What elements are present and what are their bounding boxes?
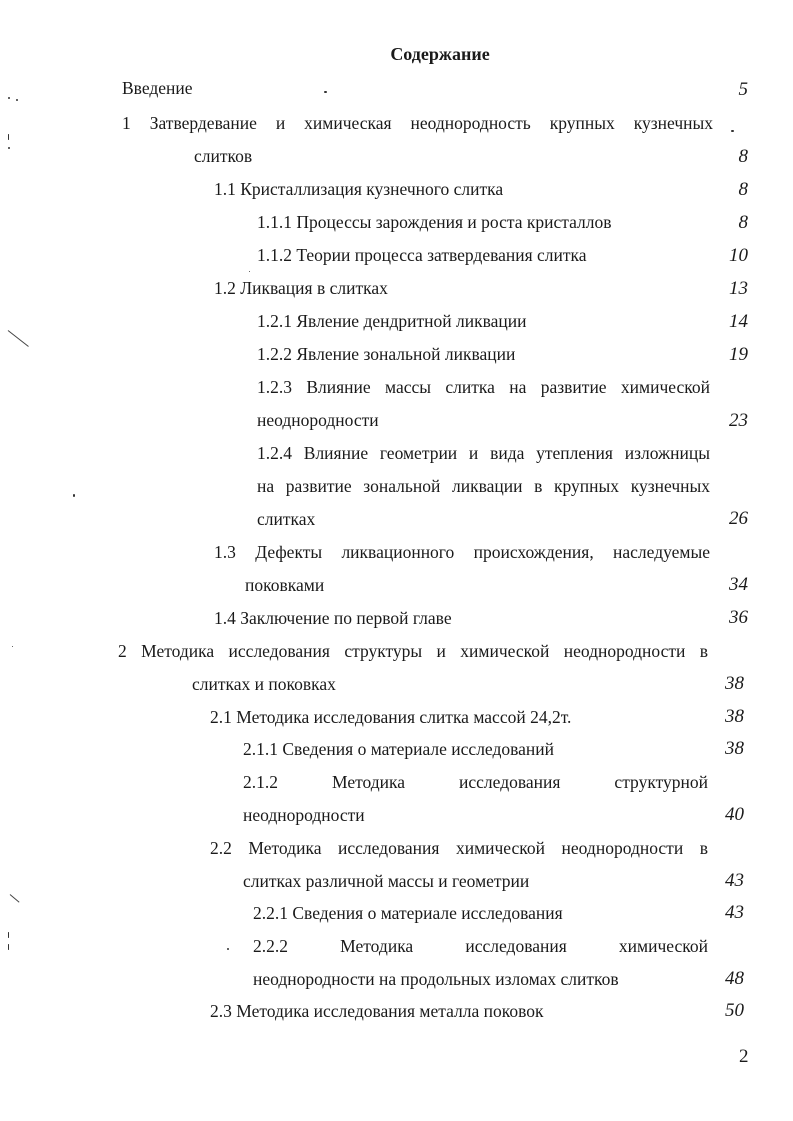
toc-page-2-3: 50 xyxy=(725,1000,744,1021)
toc-entry-2-2-cont: слитках различной массы и геометрии xyxy=(243,871,530,891)
toc-entry-1-2-3: 1.2.3 Влияние массы слитка на развитие химической xyxy=(257,377,710,397)
page-title: Содержание xyxy=(390,44,490,64)
toc-page-1-2-1: 14 xyxy=(729,311,748,332)
toc-page-intro: 5 xyxy=(738,79,748,100)
toc-page-1-4: 36 xyxy=(729,607,748,628)
toc-entry-1-2-4: 1.2.4 Влияние геометрии и вида утепления изложницы xyxy=(257,443,710,463)
scan-mark xyxy=(10,894,20,902)
toc-entry-1-1: 1.1 Кристаллизация кузнечного слитка xyxy=(214,179,504,199)
toc-entry-1-1-2: 1.1.2 Теории процесса затвердевания слитка xyxy=(257,245,587,265)
scan-speck xyxy=(8,134,9,140)
toc-page-2-1: 38 xyxy=(725,706,744,727)
toc-page-2-1-1: 38 xyxy=(725,738,744,759)
scan-speck xyxy=(324,91,327,93)
toc-page-1-2-4: 26 xyxy=(729,508,748,529)
toc-entry-2-2: 2.2 Методика исследования химической неоднородности в xyxy=(210,838,708,858)
toc-page-1-1-1: 8 xyxy=(738,212,748,233)
scan-speck xyxy=(8,147,10,149)
toc-entry-ch2: 2 Методика исследования структуры и химической неоднородности в xyxy=(118,641,708,661)
scan-speck xyxy=(227,948,229,950)
page-number: 2 xyxy=(739,1046,749,1067)
scan-speck xyxy=(8,932,9,938)
toc-entry-1-3: 1.3 Дефекты ликвационного происхождения, наследуемые xyxy=(214,542,710,562)
toc-page-1-2-3: 23 xyxy=(729,410,748,431)
toc-entry-1-2-3-cont: неоднородности xyxy=(257,410,379,430)
toc-entry-1-2-4-cont1: на развитие зональной ликвации в крупных кузнечных xyxy=(257,476,710,496)
toc-entry-2-1-2: 2.1.2 Методика исследования структурной xyxy=(243,772,708,792)
toc-page-1-2: 13 xyxy=(729,278,748,299)
toc-entry-ch1-cont: слитков xyxy=(194,146,253,166)
toc-page-ch1: 8 xyxy=(738,146,748,167)
toc-page-1-3: 34 xyxy=(729,574,748,595)
toc-entry-1-4: 1.4 Заключение по первой главе xyxy=(214,608,452,628)
toc-entry-1-3-cont: поковками xyxy=(245,575,325,595)
scan-mark xyxy=(8,330,29,347)
toc-entry-ch2-cont: слитках и поковках xyxy=(192,674,336,694)
toc-page-1-1: 8 xyxy=(738,179,748,200)
toc-entry-1-2-1: 1.2.1 Явление дендритной ликвации xyxy=(257,311,527,331)
scan-speck xyxy=(12,646,13,647)
scan-speck xyxy=(8,944,9,950)
toc-entry-intro: Введение xyxy=(122,78,193,98)
toc-entry-1-1-1: 1.1.1 Процессы зарождения и роста кристаллов xyxy=(257,212,612,232)
toc-page-2-2-2: 48 xyxy=(725,968,744,989)
scan-speck xyxy=(16,99,18,101)
toc-entry-2-1-2-cont: неоднородности xyxy=(243,805,365,825)
toc-page-2-1-2: 40 xyxy=(725,804,744,825)
toc-entry-1-2-4-cont2: слитках xyxy=(257,509,316,529)
toc-entry-2-2-2: 2.2.2 Методика исследования химической xyxy=(253,936,708,956)
toc-page-2-2-1: 43 xyxy=(725,902,744,923)
toc-page-2-2: 43 xyxy=(725,870,744,891)
scan-speck xyxy=(731,130,734,132)
toc-page-1-2-2: 19 xyxy=(729,344,748,365)
toc-entry-2-1: 2.1 Методика исследования слитка массой 24,2т. xyxy=(210,707,572,727)
toc-entry-1-2-2: 1.2.2 Явление зональной ликвации xyxy=(257,344,516,364)
scan-speck xyxy=(249,271,250,272)
scan-speck xyxy=(73,494,75,497)
toc-page-ch2: 38 xyxy=(725,673,744,694)
toc-entry-ch1: 1 Затвердевание и химическая неоднородность крупных кузнечных xyxy=(122,113,713,133)
toc-entry-1-2: 1.2 Ликвация в слитках xyxy=(214,278,388,298)
toc-entry-2-2-1: 2.2.1 Сведения о материале исследования xyxy=(253,903,563,923)
toc-entry-2-3: 2.3 Методика исследования металла поковок xyxy=(210,1001,544,1021)
toc-page-1-1-2: 10 xyxy=(729,245,748,266)
toc-entry-2-2-2-cont: неоднородности на продольных изломах слитков xyxy=(253,969,619,989)
toc-entry-2-1-1: 2.1.1 Сведения о материале исследований xyxy=(243,739,555,759)
scan-speck xyxy=(8,97,10,99)
